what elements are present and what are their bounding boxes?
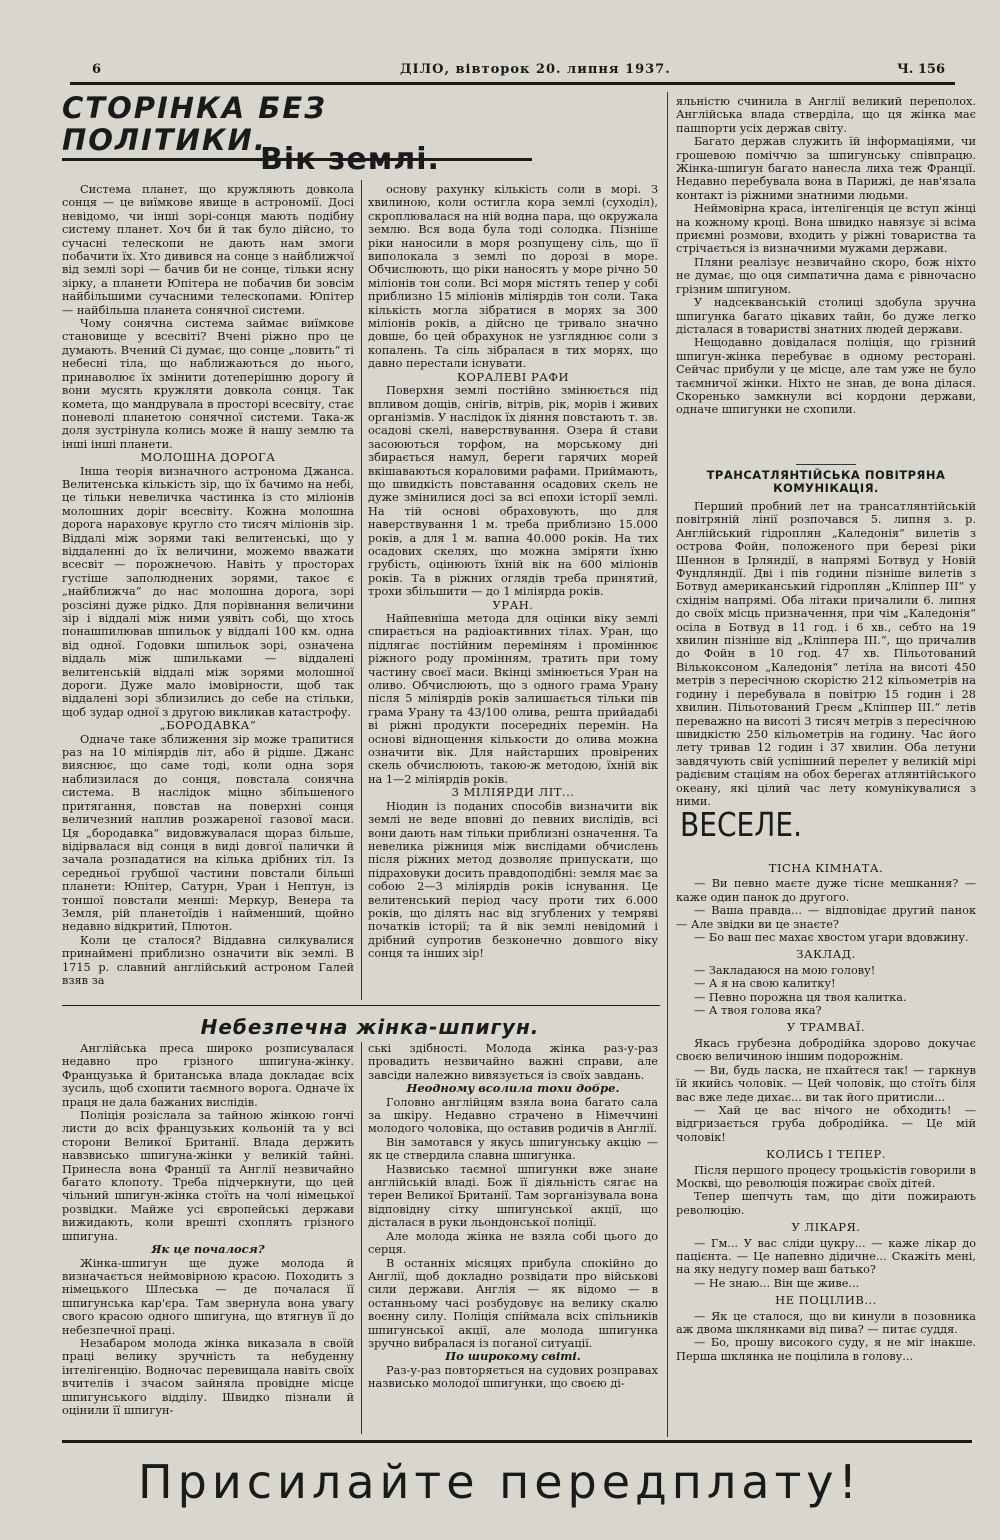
paragraph: — Як це сталося, що ви кинули в позовника аж двома шклянками від пива? — питає суддя.	[676, 1309, 976, 1336]
paragraph: Багато держав служить їй інформаціями, чи грошевою поміччю за шпигунську співпрацю. Жінка-шпигун багато нанесла лиха теж Франції. Недавно перебувала вона в Парижі, де нав'язала контакт із ріжними знатними людьми.	[676, 135, 976, 202]
divider	[796, 464, 856, 465]
joke-title: У ЛІКАРЯ.	[791, 1220, 861, 1235]
masthead-title: ДІЛО, вівторок 20. липня 1937.	[400, 62, 671, 77]
joke-title: ТІСНА КІМНАТА.	[768, 861, 884, 875]
paragraph: Він замотався у якусь шпигунську акцію — як це ствердила славна шпигунка.	[368, 1135, 658, 1163]
paragraph: — Хай це вас нічого не обходить! — відгризається груба добродійка. — Це мій чоловік!	[676, 1103, 976, 1144]
article-column-2	[368, 183, 658, 998]
paragraph: — Закладаюся на мою голову!	[694, 963, 876, 977]
subheading: По широкому світі.	[445, 1349, 581, 1364]
paragraph: — А я на свою калитку!	[694, 977, 836, 991]
paragraph: Після першого процесу троцькістів говорили в Москві, що революція пожирає своїх дітей.	[676, 1163, 976, 1190]
paragraph: Тепер шепчуть там, що діти пожирають революцію.	[676, 1190, 976, 1217]
paragraph: — Ви певно маєте дуже тісне мешкання? — каже один панок до другого.	[676, 877, 976, 904]
paragraph: — А твоя голова яка?	[694, 1004, 822, 1018]
paragraph: Поверхня землі постійно змінюється під впливом дощів, снігів, вітрів, рік, морів і живих організмів. У наслідок їх діяння повстають т. зв. осадові скелі, наверствування. Озера й стави засоюються торфом, на морському дні збирається намул, береги гарячих морей вкішаваються кораловими рафами. Приймають, що швидкість повставання осадових скель не дуже змінилися досі за всі епохи історії землі. На тій основі обраховують, що для наверствування 1 м. треба приблизно 15.000 років, а для 1 м. вапна 40.000 років. На тих осадових скелях, що можна зміряти їхню грубість, оцінюють їхній вік на 600 міліонів років. Та в ріжних оглядів треба принятий, трохи збільшити — до 1 міліярда років.	[368, 384, 658, 599]
subheading: МОЛОШНА ДОРОГА	[140, 450, 276, 465]
paragraph: основу рахунку кількість соли в морі. З хвилиною, коли остигла кора землі (суходіл), скроплювалася на ній водна пара, що окружала землю. Вся вода була тоді солодка. Пізніше ріки наносили в моря розпущену сіль, що її виполокала з землі по дорозі в море. Обчислюють, що ріки наносять у море річно 50 міліонів тон соли. Всі моря містять тепер у собі приблизно 15 міліонів міліярдів тон соли. Така кількість могла зібратися в морях за 300 міліонів років, а дійсно це тривало значно довше, бо цей обрахунок не узгляднює соли з копалень. Та сіль зібралася в тих морях, що давно перестали існувати.	[368, 183, 658, 371]
paragraph: Нещодавно довідалася поліція, що грізний шпигун-жінка перебуває в одному ресторані. Сейчас прибули у це місце, але там уже не було таємничої жінки. Ніхто не знав, де вона ділася. Скоренько замкнули всі кордони держави, одначе шпигунки не схопили.	[676, 336, 976, 417]
paragraph: Чому сонячна система займає виїмкове становище у всесвіті? Вчені ріжно про це думають. Вчений Сі думає, що сонце „ловить“ ті небесні тіла, що наближаються до нього, принаволює їх змінити дотеперішню дорогу й вони мусять кружляти довкола сонця. Так комета, що мандрувала в просторі всесвіту, стає поневолі планетою сонячної системи. Така-ж доля зустрінула колись може й нашу землю та інші інші планети.	[62, 317, 354, 451]
spy-column-1	[62, 1042, 354, 1434]
column-rule	[361, 180, 362, 1000]
section-title: СТОРІНКА БЕЗ ПОЛІТИКИ.	[62, 92, 532, 161]
paragraph: Головно англійцям взяла вона багато сала за шкіру. Недавно страчено в Німеччині молодого чоловіка, що оставив родичів в Англії.	[368, 1095, 658, 1136]
paragraph: Найпевніша метода для оцінки віку землі спирається на радіоактивних тілах. Уран, що підлягає постійним переміням і проміннює ріжного роду промінням, тратить при тому частину своєї маси. Вкінці змінюється Уран на оливо. Обчислюють, що з одного грама Урану після 5 міліярдів років залишається тільки пів грама Урану та 43/100 олива, решта прийадабі ві ріжні продукти посередніх перемін. На основі віднощення кількости до олива можна означити вік. Для найстарших провірених скель обчислюють, такою-ж методою, їхній вік на 1—2 міліярдів років.	[368, 612, 658, 786]
paragraph: Але молода жінка не взяла собі цього до серця.	[368, 1229, 658, 1257]
subheading: Неодному всолила тохи добре.	[406, 1081, 620, 1096]
paragraph: яльністю счинила в Англії великий переполох. Англійська влада стверділа, що ця жінка має пашпорти усіх держав світу.	[676, 95, 976, 135]
banner-rule	[62, 1440, 972, 1443]
article-title: Вік землі.	[260, 142, 440, 177]
subheading: „БОРОДАВКА“	[159, 718, 257, 733]
paragraph: Пляни реалізує незвичайно скоро, бож ніхто не думає, що оця симпатична дама є рівночасно грізним шпигуном.	[676, 255, 976, 296]
paragraph: — Бо ваш пес махає хвостом угари вдовжину.	[694, 931, 969, 945]
column-rule	[361, 1042, 362, 1434]
issue-number: Ч. 156	[896, 62, 945, 77]
paragraph: Англійська преса широко розписувалася недавно про грізного шпигуна-жінку. Французька й британська влада докладає всіх зусиль, щоб схопити таємного ворога. Одначе їх праця не дала бажаних вислідів.	[62, 1042, 354, 1109]
column-rule	[667, 92, 668, 1437]
joke-title: НЕ ПОЦІЛИВ...	[775, 1293, 877, 1308]
paragraph: Коли це сталося? Віддавна силкувалися принаймені приблизно означити вік землі. В 1715 р. славний англійський астроном Галей взяв за	[62, 933, 354, 987]
paragraph: Поліція розіслала за тайною жінкою гончі листи до всіх французьких кольоній та у всі сторони Великої Британії. Влада держить навзвисько шпигуна-жінки у великій тайні. Принесла вона Франції та Англії незвичайно багато клопоту. Треба підчеркнути, що цей чільний шпигун-жінка стоїть на чолі німецької розвідки. Майже усі європейські держави вижидають, коли врешті схоплять грізного шпигуна.	[62, 1109, 354, 1243]
section-divider	[62, 1005, 660, 1006]
spy-article-title: Небезпечна жінка-шпигун.	[200, 1015, 540, 1039]
spy-column-2	[368, 1042, 658, 1434]
air-communication-article	[676, 458, 976, 808]
paragraph: — Ви, будь ласка, не пхайтеся так! — гаркнув їй якийсь чоловік. — Цей чоловік, що стоїть біля вас вже леде дихає... ви так його притисли...	[676, 1063, 976, 1104]
paragraph: Одначе таке зближення зір може трапитися раз на 10 міліярдів літ, або й рідше. Джанс вияснює, що саме тоді, коли одна зоря наблизилася до сонця, повстала сонячна система. В наслідок міцно збільшеного притягання, повстав на поверхні сонця величезний наплив розжареної газової маси. Ця „бородавка“ видовжувалася щораз більше, відірвалася від сонця в виді довгої палички й зачала розпадатися на кілька дрібних тіл. Із середньої грубшої частини повстали більші планети: Юпітер, Сатурн, Уран і Нептун, із тоншої повстали менші: Меркур, Венера та Земля, рій планетоїдів і найменший, щойно недавно відкритий, Плютон.	[62, 732, 354, 934]
paragraph: — Певно порожна ця твоя калитка.	[694, 990, 907, 1004]
paragraph: ські здібності. Молода жінка раз-у-раз провадить незвичайно важні справи, але завсіди належно вивязується із своїх завдань.	[368, 1042, 658, 1082]
paragraph: Ніодин із поданих способів визначити вік землі не веде вповні до певних вислідів, всі вони дають нам тільки приблизні означення. Та невелика ріжниця між вислідами обчислень після ріжних метод дозволяє припускати, що підраховуки досить правдоподібні: земля має за собою 2—3 міліярдів років існування. Це велитенський період часу проти тих 6.000 років, що ділять нас від згублених у темряві початків історії; та й вік землі невідомий і дрібний супротив безконечно довшого віку сонця та інших зір!	[368, 799, 658, 961]
paragraph: Перший пробний лет на трансатлянтійській повітряній лінії розпочався 5. липня з. р. Англійський гідроплян „Каледонія“ вилетів з острова Фойн, положеного при березі ріки Шеннон в Ірляндії, в напрямі Ботвуд у Новій Фундляндії. Дві і пів години пізніше вилетів з Ботвуд американський гідроплян „Кліппер III“ у східнім напрямі. Оба літаки причалили 6. липня до своїх місць призначення, при чім „Каледонія“ осіла в Ботвуд в 11 год. і 6 хв., себто на 19 хвилин пізніше від „Кліппера III.“, що причалив до Фойн в 10 год. 47 хв. Пільотований Вількоксоном „Каледонія“ летіла на висоті 450 метрів з пересічною скорістю 212 кільометрів на годину і перебувала в повітрю 15 годин і 28 хвилин. Пільотований Греєм „Кліппер III.“ летів переважно на висоті 3 тисяч метрів з пересічною швидкістю 250 кільометрів на годину. Час його лету тривав 12 годин і 37 хвилин. Оба летуни завдячують свій успішний перелет у великій мірі радієвим стаціям на обох берегах атлянтійського океану, які цілий час лету комунікувалися з ними.	[676, 500, 976, 808]
paragraph: — Гм... У вас сліди цукру... — каже лікар до пацієнта. — Це напевно дідичне... Скажіть мені, на яку недугу помер ваш батько?	[676, 1236, 976, 1277]
paragraph: В останніх місяцях прибула спокійно до Англії, щоб докладно розвідати про військові сили держави. Англія — як відомо — в останньому часі розбудовує на велику скалю воєнну силу. Поліція спіймала всіх спільників шпигунської акції, але молода шпигунка зручно вибралася із поганої ситуації.	[368, 1256, 658, 1350]
joke-title: У ТРАМВАЇ.	[786, 1020, 866, 1035]
subheading: КОРАЛЕВІ РАФИ	[457, 369, 569, 384]
joke-title: КОЛИСЬ І ТЕПЕР.	[766, 1147, 886, 1162]
paragraph: Система планет, що кружляють довкола сонця — це виїмкове явище в астрономії. Досі невідомо, чи інші зорі-сонця мають подібну систему планет. Хоч би й так було дійсно, то сучасні телескопи не дають нам змоги побачити їх. Хто дивився на сонце з найближчої від землі зорі — бачив би не сонце, тільки ясну зірку, а планети Юпітера не побачив би зовсім найбільшими сучасними телескопами. Юпітер — найбільша планета сонячної системи.	[62, 183, 354, 317]
subscription-banner: Присилайте передплату!	[138, 1455, 862, 1509]
paragraph: Незабаром молода жінка виказала в своїй праці велику зручність та небуденну інтелігенцію. Водночас перевищала навіть своїх вчителів і зчасом зайняла провідне місце шпигунського відділу. Швидко пізнали й оцінили її шпигун-	[62, 1336, 354, 1417]
article-column-1	[62, 183, 354, 998]
paragraph: У надсеквaнській столиці здобула зручна шпигунка багато цікавих тайн, бо дуже легко дісталася в товаристві знатних людей держави.	[676, 296, 976, 336]
masthead	[70, 62, 955, 85]
subheading: Як це почалося?	[151, 1242, 265, 1257]
humor-section-title: ВЕСЕЛЕ.	[680, 805, 803, 844]
subheading: УРАН.	[492, 597, 534, 612]
air-article-title: ТРАНСАТЛЯНТІЙСЬКА ПОВІТРЯНА КОМУНІКАЦІЯ.	[706, 468, 946, 495]
paragraph: — Бо, прошу високого суду, я не міг інакше. Перша шклянка не поцілила в голову...	[676, 1336, 976, 1363]
right-column-spy-continuation	[676, 95, 976, 455]
paragraph: Раз-у-раз повторяється на судових розправах назвисько молодої шпигунки, що своєю ді-	[368, 1363, 658, 1391]
paragraph: Неймовірна краса, інтелігенція це вступ жінці на кожному кроці. Вона швидко навязує зі всіма приємні розмови, входить у ріжні товариства та стрічається із визначними мужами держави.	[676, 202, 976, 256]
joke-title: ЗАКЛАД.	[796, 947, 856, 962]
paragraph: — Ваша правда... — відповідає другий панок — Але звідки ви це знаєте?	[676, 904, 976, 931]
paragraph: — Не знаю... Він ще живе...	[694, 1276, 860, 1290]
paragraph: Якась грубезна добродійка здорово докучає своєю величиною іншим подорожнім.	[676, 1036, 976, 1064]
humor-section	[676, 858, 976, 1436]
subheading: 3 МІЛІЯРДИ ЛІТ...	[451, 785, 575, 800]
paragraph: Назвисько таємної шпигунки вже знане англійській владі. Бож її діяльність сягає на терен Великої Британії. Там зорганізувала вона відповідну сітку шпигунської акції, що дісталася в руки льондонської поліції.	[368, 1162, 658, 1230]
paragraph: Жінка-шпигун ще дуже молода й визначається неймовірною красою. Походить з німецького Шлеська — де почалася її шпигунська кар'єра. Там звернула вона увагу свого красою одного шпигуна, що втягнув її до небезпечної праці.	[62, 1256, 354, 1337]
page-number: 6	[92, 62, 102, 77]
paragraph: Інша теорія визначного астронома Джанса. Велитенська кількість зір, що їх бачимо на небі, це тільки невеличка частинка із сто міліонів молошних доріг всесвіту. Кожна молошна дорога нараховує кругло сто тисяч міліонів зір. Віддалі між зорями такі велитенські, що у віддаленні до їх величини, можемо вважати всесвіт — порожнечою. Навіть у просторах густіше заполюднених зорями, такоє є „найближча“ до нас молошна дорога, зорі розсіяні дуже рідко. Для порівнання величини зір і віддалі між ними уявіть собі, що хтось понашпилював шпильок у віддалі 100 км. одна від одної. Годовки шпильок зорі, означена віддаль між шпильками — віддалені велитенській віддалі між зорями молошної дороги. Дуже мало імовірности, щоб так віддалені зорі зблизились до себе на стільки, щоб зудар одної з другою викликав катастрофу.	[62, 464, 354, 719]
